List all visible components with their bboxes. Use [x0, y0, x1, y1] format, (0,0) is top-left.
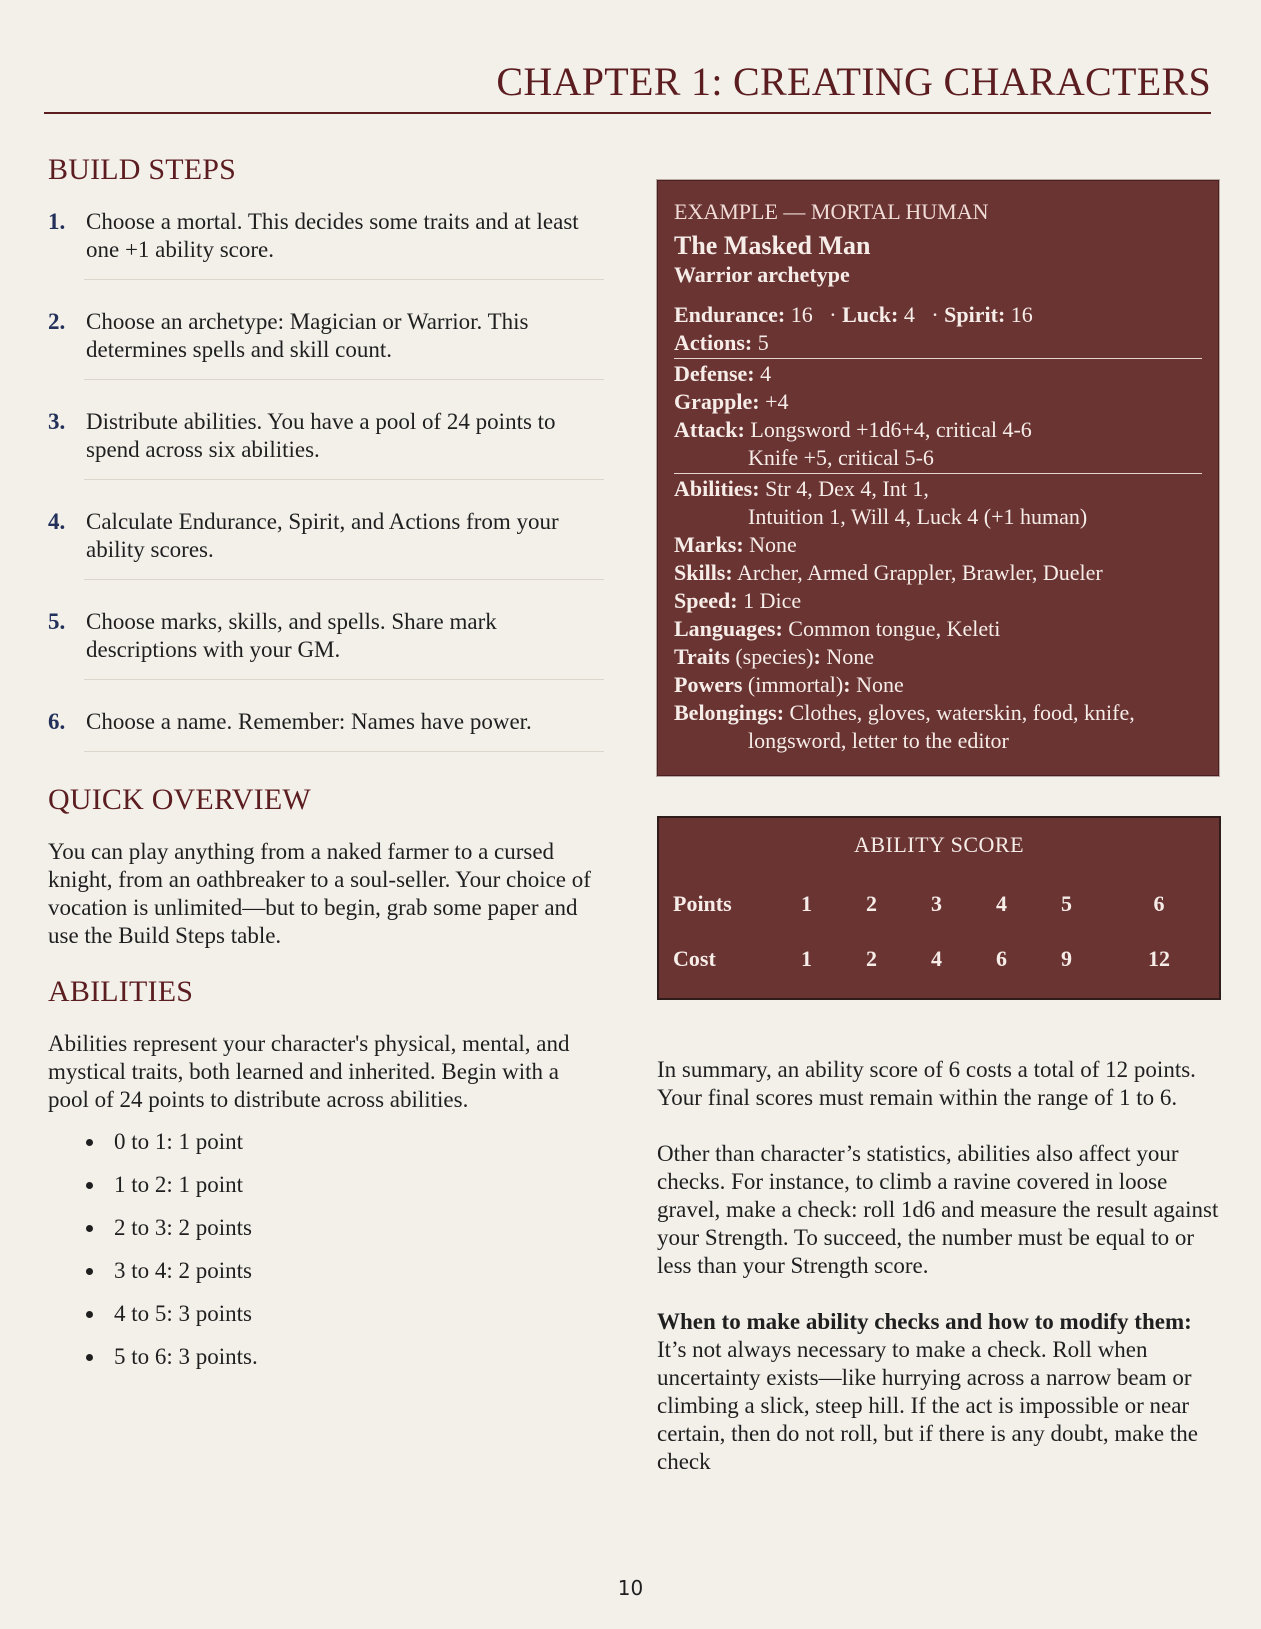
- stat-row-marks: Marks: None: [674, 532, 797, 557]
- table-cell: 6: [996, 945, 1007, 971]
- stat-row-belongings-2: longsword, letter to the editor: [748, 728, 1009, 753]
- list-item: 1 to 2: 1 point: [86, 1171, 604, 1199]
- step-text: Choose marks, skills, and spells. Share mark descriptions with your GM.: [86, 609, 497, 662]
- list-item: 3 to 4: 2 points: [86, 1257, 604, 1285]
- build-step: [48, 308, 604, 364]
- chapter-rule: [44, 112, 1211, 114]
- bullet-icon: [86, 1311, 93, 1318]
- ability-score-table: [657, 816, 1221, 1000]
- table-row: [659, 876, 1219, 931]
- build-step: [48, 408, 604, 464]
- step-text: Distribute abilities. You have a pool of 24 points to spend across six abilities.: [86, 409, 556, 462]
- summary-text: In summary, an ability score of 6 costs a total of 12 points. Your final scores must remain within the range of 1 to 6.: [657, 1057, 1196, 1110]
- when-to-check-label: When to make ability checks and how to modify them:: [657, 1309, 1192, 1334]
- list-item: 5 to 6: 3 points.: [86, 1343, 604, 1371]
- bullet-icon: [86, 1225, 93, 1232]
- step-number: 4.: [48, 509, 66, 534]
- checks-text: Other than character’s statistics, abilities also affect your checks. For instance, to climb a ravine covered in loose gravel, make a check: roll 1d6 and measure the result against your Strength. To succeed, the number must be equal to or less than your Strength score.: [657, 1141, 1219, 1278]
- table-cell: 4: [931, 945, 942, 971]
- bullet-icon: [86, 1139, 93, 1146]
- table-cell: 2: [866, 890, 877, 916]
- table-cell: 1: [801, 945, 812, 971]
- table-cell: 5: [1061, 890, 1072, 916]
- step-text: Choose a name. Remember: Names have power.: [86, 709, 532, 734]
- page-number: 10: [617, 1576, 644, 1600]
- step-text: Calculate Endurance, Spirit, and Actions from your ability scores.: [86, 509, 559, 562]
- step-number: 5.: [48, 609, 66, 634]
- stat-row-speed: Speed: 1 Dice: [674, 588, 802, 613]
- quick-overview-text: You can play anything from a naked farmer to a cursed knight, from an oathbreaker to a soul-seller. Your choice of vocation is unlimited—but to begin, grab some paper and use the Build Steps table.: [48, 839, 591, 948]
- table-cell: 12: [1148, 945, 1170, 971]
- ability-cost-list: [86, 1128, 604, 1371]
- left-column: [48, 152, 604, 1386]
- quick-overview-heading: QUICK OVERVIEW: [48, 783, 311, 816]
- build-step: [48, 208, 604, 264]
- table-cell: 6: [1153, 890, 1165, 916]
- stat-row-actions: Actions: 5: [674, 330, 769, 355]
- stat-row-defense: Defense: 4: [674, 361, 772, 386]
- step-divider: [84, 479, 604, 480]
- list-item: 0 to 1: 1 point: [86, 1128, 604, 1156]
- table-cell: 9: [1061, 945, 1072, 971]
- step-divider: [84, 379, 604, 380]
- character-archetype: Warrior archetype: [674, 262, 850, 287]
- step-number: 2.: [48, 309, 66, 334]
- table-cell: 4: [996, 890, 1007, 916]
- table-cell: 3: [931, 890, 942, 916]
- example-stat-block: [657, 180, 1219, 776]
- stat-row-grapple: Grapple: +4: [674, 389, 789, 414]
- stat-row-core: Endurance: 16 · Luck: 4 · Spirit: 16: [674, 302, 1033, 327]
- bullet-icon: [86, 1354, 93, 1361]
- stat-row-belongings: Belongings: Clothes, gloves, waterskin, food, knife,: [674, 700, 1135, 725]
- step-divider: [84, 679, 604, 680]
- list-item: 4 to 5: 3 points: [86, 1300, 604, 1328]
- step-divider: [84, 751, 604, 752]
- table-row: [659, 931, 1219, 986]
- right-column: [657, 180, 1219, 1476]
- stat-divider: [674, 473, 1202, 474]
- bullet-icon: [86, 1268, 93, 1275]
- bullet-icon: [86, 1182, 93, 1189]
- step-number: 6.: [48, 709, 66, 734]
- character-name: The Masked Man: [674, 231, 871, 260]
- step-number: 3.: [48, 409, 66, 434]
- when-to-check-text: When to make ability checks and how to modify them: It’s not always necessary to make a check. Roll when uncertainty exists—like hurrying across a narrow beam or climbing a slick, steep hill. If the act is impossible or near certain, then do not roll, but if there is any doubt, make the check: [657, 1309, 1198, 1474]
- step-divider: [84, 579, 604, 580]
- build-steps-list: [48, 208, 604, 752]
- points-label: Points: [673, 890, 732, 916]
- abilities-text: Abilities represent your character's physical, mental, and mystical traits, both learned and inherited. Begin with a pool of 24 points to distribute across abilities.: [48, 1031, 570, 1112]
- table-cell: 2: [866, 945, 877, 971]
- table-cell: 1: [801, 890, 812, 916]
- stat-row-attack-2: Knife +5, critical 5-6: [748, 445, 934, 470]
- stat-row-abilities-2: Intuition 1, Will 4, Luck 4 (+1 human): [748, 504, 1088, 529]
- example-kicker: EXAMPLE — MORTAL HUMAN: [674, 199, 989, 224]
- build-step: [48, 508, 604, 564]
- step-number: 1.: [48, 209, 66, 234]
- abilities-heading: ABILITIES: [48, 975, 194, 1008]
- step-divider: [84, 279, 604, 280]
- stat-row-skills: Skills: Archer, Armed Grappler, Brawler, Dueler: [674, 560, 1103, 585]
- step-text: Choose a mortal. This decides some traits and at least one +1 ability score.: [86, 209, 579, 262]
- ability-score-title: ABILITY SCORE: [853, 832, 1025, 857]
- stat-row-powers: Powers (immortal): None: [674, 672, 904, 697]
- stat-divider: [674, 358, 1202, 359]
- step-text: Choose an archetype: Magician or Warrior. This determines spells and skill count.: [86, 309, 529, 362]
- build-steps-heading: BUILD STEPS: [48, 153, 237, 186]
- stat-row-abilities: Abilities: Str 4, Dex 4, Int 1,: [674, 476, 929, 501]
- score-table: [659, 876, 1219, 986]
- cost-label: Cost: [673, 945, 716, 971]
- stat-row-attack: Attack: Longsword +1d6+4, critical 4-6: [674, 417, 1032, 442]
- stat-row-languages: Languages: Common tongue, Keleti: [674, 616, 1001, 641]
- chapter-title: CHAPTER 1: CREATING CHARACTERS: [496, 59, 1211, 104]
- stat-row-traits: Traits (species): None: [674, 644, 874, 669]
- build-step: [48, 608, 604, 664]
- list-item: 2 to 3: 2 points: [86, 1214, 604, 1242]
- build-step: [48, 708, 604, 736]
